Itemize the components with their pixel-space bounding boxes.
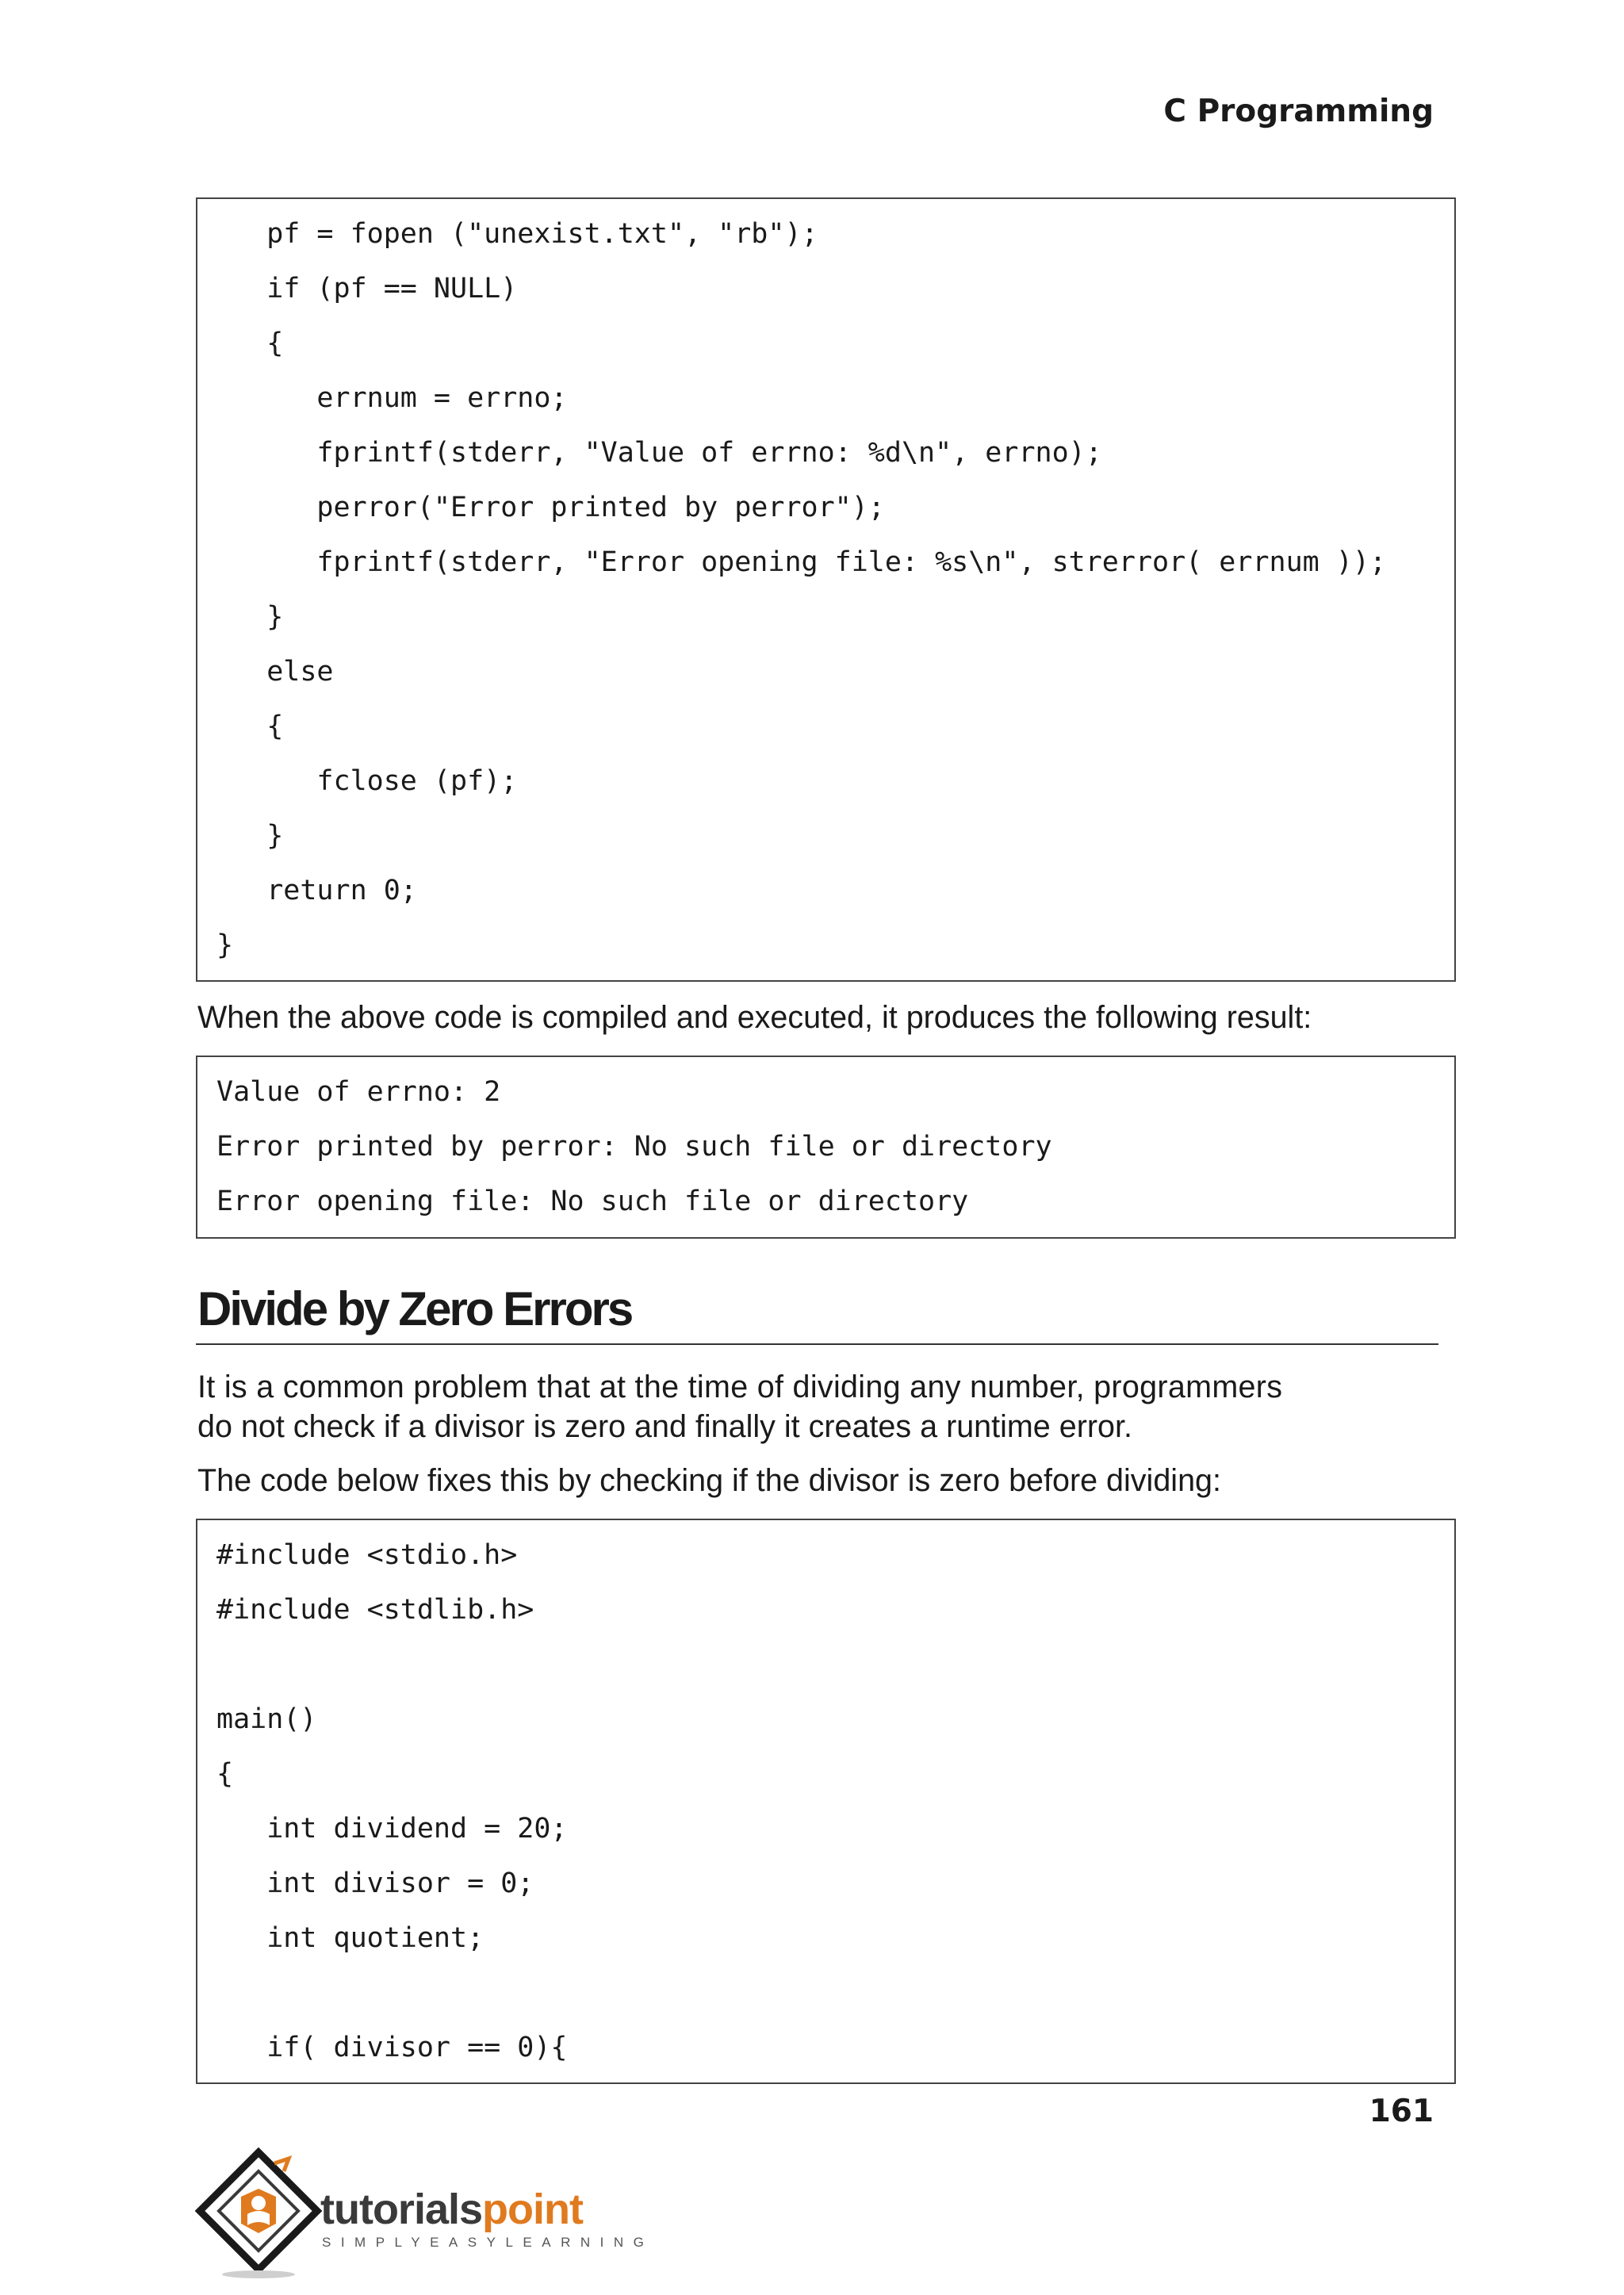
paragraph-line: It is a common problem that at the time of dividing any number, programmers [197, 1370, 1283, 1404]
code-line: } [216, 820, 284, 852]
code-block-continued [196, 197, 1456, 982]
paragraph-text: The code below fixes this by checking if the divisor is zero before dividing: [197, 1463, 1221, 1498]
code-line: main() [216, 1703, 317, 1735]
logo-wordmark-part: tutorials [320, 2186, 483, 2233]
running-header-title: C Programming [1163, 94, 1434, 129]
code-line: } [216, 929, 234, 961]
code-line: { [216, 328, 284, 359]
code-line: int divisor = 0; [216, 1868, 534, 1899]
output-block [196, 1056, 1456, 1239]
code-line: fclose (pf); [216, 765, 518, 797]
code-line: #include <stdio.h> [216, 1539, 518, 1571]
code-line: return 0; [216, 875, 417, 906]
output-line: Error printed by perror: No such file or directory [216, 1131, 1052, 1163]
result-intro-text: When the above code is compiled and executed, it produces the following result: [197, 1000, 1312, 1035]
tutorialspoint-logo [195, 2147, 654, 2282]
code-line: pf = fopen ("unexist.txt", "rb"); [216, 218, 818, 250]
code-line: fprintf(stderr, "Value of errno: %d\n", errno); [216, 437, 1102, 469]
logo-emblem-icon [195, 2147, 330, 2282]
code-line: { [216, 1758, 234, 1790]
section-heading: Divide by Zero Errors [197, 1282, 632, 1335]
code-line: int quotient; [216, 1922, 485, 1954]
code-line: errnum = errno; [216, 382, 568, 414]
logo-wordmark-part: point [482, 2186, 583, 2233]
code-line: if (pf == NULL) [216, 273, 518, 305]
code-line: int dividend = 20; [216, 1813, 568, 1845]
code-line: else [216, 656, 334, 688]
output-line: Value of errno: 2 [216, 1076, 501, 1108]
output-line: Error opening file: No such file or directory [216, 1186, 969, 1217]
paragraph-line: do not check if a divisor is zero and finally it creates a runtime error. [197, 1409, 1132, 1444]
code-line: fprintf(stderr, "Error opening file: %s\n", strerror( errnum )); [216, 546, 1387, 578]
code-line: { [216, 711, 284, 742]
code-line: } [216, 601, 284, 633]
logo-wordmark [320, 2186, 583, 2233]
code-line: perror("Error printed by perror"); [216, 492, 885, 523]
code-block-divide-by-zero [196, 1519, 1456, 2084]
code-line: if( divisor == 0){ [216, 2032, 568, 2063]
logo-tagline: SIMPLYEASYLEARNING [322, 2235, 654, 2250]
heading-underline [196, 1343, 1438, 1345]
code-line: #include <stdlib.h> [216, 1594, 534, 1626]
page-number: 161 [1369, 2094, 1434, 2129]
